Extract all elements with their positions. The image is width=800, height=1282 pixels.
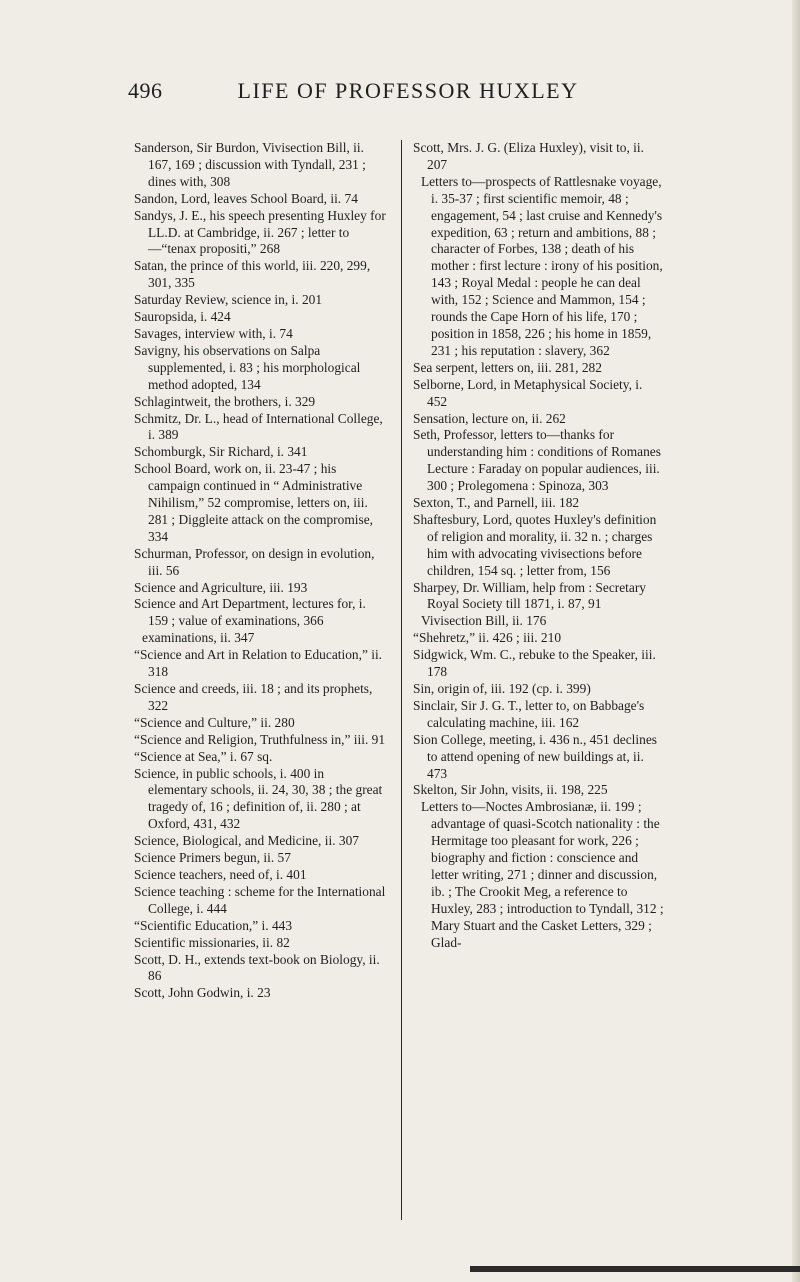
index-entry: Sharpey, Dr. William, help from : Secretary Royal Society till 1871, i. 87, 91 [413, 579, 646, 612]
index-entry: Science, in public schools, i. 400 in elementary schools, ii. 24, 30, 38 ; the great tragedy of, 16 ; definition of, ii. 280 ; at Oxford, 431, 432 [134, 765, 383, 832]
page-edge-shadow [792, 0, 800, 1282]
index-entry: Shaftesbury, Lord, quotes Huxley's definition of religion and morality, ii. 32 n. ; charges him with advocating vivisections before children, 154 sq. ; letter from, 156 [413, 511, 657, 578]
running-title: LIFE OF PROFESSOR HUXLEY [237, 78, 579, 103]
index-entry: Science teaching : scheme for the International College, i. 444 [134, 883, 386, 916]
index-entry: Saturday Review, science in, i. 201 [134, 292, 323, 308]
index-entry: “Science and Culture,” ii. 280 [134, 714, 295, 730]
page-header [128, 78, 688, 112]
index-entry: Sin, origin of, iii. 192 (cp. i. 399) [413, 681, 591, 696]
index-entry: Skelton, Sir John, visits, ii. 198, 225 [413, 782, 608, 798]
index-entry: Science and Art Department, lectures for, i. 159 ; value of examinations, 366 [134, 596, 366, 629]
index-entry: Sauropsida, i. 424 [134, 309, 231, 325]
index-entry: Scott, Mrs. J. G. (Eliza Huxley), visit to, ii. 207 [413, 140, 644, 172]
index-entry: Letters to—prospects of Rattlesnake voyage, i. 35-37 ; first scientific memoir, 48 ; engagement, 54 ; last cruise and Kennedy's expedition, 63 ; return and ambitions, 88 ; character of Forbes, 138 ; death of his mother : first lecture : irony of his position, 143 ; Royal Medal : people he can deal with, 152 ; Science and Mammon, 154 ; rounds the Cape Horn of his life, 170 ; position in 1858, 226 ; his home in 1859, 231 ; his reputation : slavery, 362 [421, 173, 663, 358]
index-entry: Sandon, Lord, leaves School Board, ii. 74 [134, 190, 358, 206]
bottom-edge-bar [470, 1266, 800, 1272]
index-entry: Savages, interview with, i. 74 [134, 325, 293, 341]
index-entry: Sinclair, Sir J. G. T., letter to, on Babbage's calculating machine, iii. 162 [413, 697, 645, 730]
index-entry: Sidgwick, Wm. C., rebuke to the Speaker, iii. 178 [413, 647, 656, 680]
column-divider [401, 140, 402, 1220]
index-entry: Schlagintweit, the brothers, i. 329 [134, 393, 316, 409]
index-entry: School Board, work on, ii. 23-47 ; his campaign continued in “ Administrative Nihilism,” 52 compromise, letters on, iii. 281 ; Diggleite attack on the compromise, 334 [134, 461, 373, 544]
index-column-right [413, 140, 665, 952]
index-entry: Science teachers, need of, i. 401 [134, 866, 307, 882]
index-entry: Sea serpent, letters on, iii. 281, 282 [413, 359, 602, 375]
page-number: 496 [128, 78, 163, 103]
index-entry: examinations, ii. 347 [142, 630, 255, 646]
index-entry: Sandys, J. E., his speech presenting Huxley for LL.D. at Cambridge, ii. 267 ; letter to—“tenax propositi,” 268 [134, 207, 386, 257]
index-entry: Science and Agriculture, iii. 193 [134, 579, 308, 595]
index-entry: Selborne, Lord, in Metaphysical Society, i. 452 [413, 376, 643, 409]
index-column-left [134, 140, 386, 1002]
index-entry: “Science at Sea,” i. 67 sq. [134, 748, 273, 764]
index-entry: Schurman, Professor, on design in evolution, iii. 56 [134, 545, 375, 578]
index-entry: Scott, D. H., extends text-book on Biology, ii. 86 [134, 951, 380, 984]
index-entry: “Shehretz,” ii. 426 ; iii. 210 [413, 630, 562, 646]
index-entry: Science and creeds, iii. 18 ; and its prophets, 322 [134, 681, 373, 713]
index-entry: Schomburgk, Sir Richard, i. 341 [134, 444, 308, 460]
index-entry: Seth, Professor, letters to—thanks for understanding him : conditions of Romanes Lecture : Faraday on popular audiences, iii. 300 ; Prolegomena : Spinoza, 303 [413, 427, 661, 494]
index-entry: “Scientific Education,” i. 443 [134, 917, 293, 933]
index-entry: Science, Biological, and Medicine, ii. 307 [134, 833, 359, 849]
index-entry: Satan, the prince of this world, iii. 220, 299, 301, 335 [134, 258, 371, 291]
index-entry: Scientific missionaries, ii. 82 [134, 934, 290, 950]
index-entry: Savigny, his observations on Salpa supplemented, i. 83 ; his morphological method adopted, 134 [134, 342, 361, 392]
index-entry: “Science and Religion, Truthfulness in,” iii. 91 [134, 731, 386, 747]
index-entry: Sion College, meeting, i. 436 n., 451 declines to attend opening of new buildings at, ii. 473 [413, 731, 657, 781]
index-entry: Science Primers begun, ii. 57 [134, 850, 291, 866]
index-entry: Scott, John Godwin, i. 23 [134, 985, 271, 1001]
index-entry: Vivisection Bill, ii. 176 [421, 613, 547, 629]
index-entry: Sanderson, Sir Burdon, Vivisection Bill, ii. 167, 169 ; discussion with Tyndall, 231 ; dines with, 308 [134, 140, 366, 189]
index-entry: Sexton, T., and Parnell, iii. 182 [413, 495, 580, 511]
index-entry: Letters to—Noctes Ambrosianæ, ii. 199 ; advantage of quasi-Scotch nationality : the Hermitage too pleasant for work, 226 ; biography and fiction : conscience and letter writing, 271 ; dinner and discussion, ib. ; The Crookit Meg, a reference to Huxley, 283 ; introduction to Tyndall, 312 ; Mary Stuart and the Casket Letters, 329 ; Glad- [421, 799, 664, 950]
index-entry: Sensation, lecture on, ii. 262 [413, 410, 566, 426]
index-entry: “Science and Art in Relation to Education,” ii. 318 [134, 647, 383, 680]
index-entry: Schmitz, Dr. L., head of International College, i. 389 [134, 410, 383, 443]
